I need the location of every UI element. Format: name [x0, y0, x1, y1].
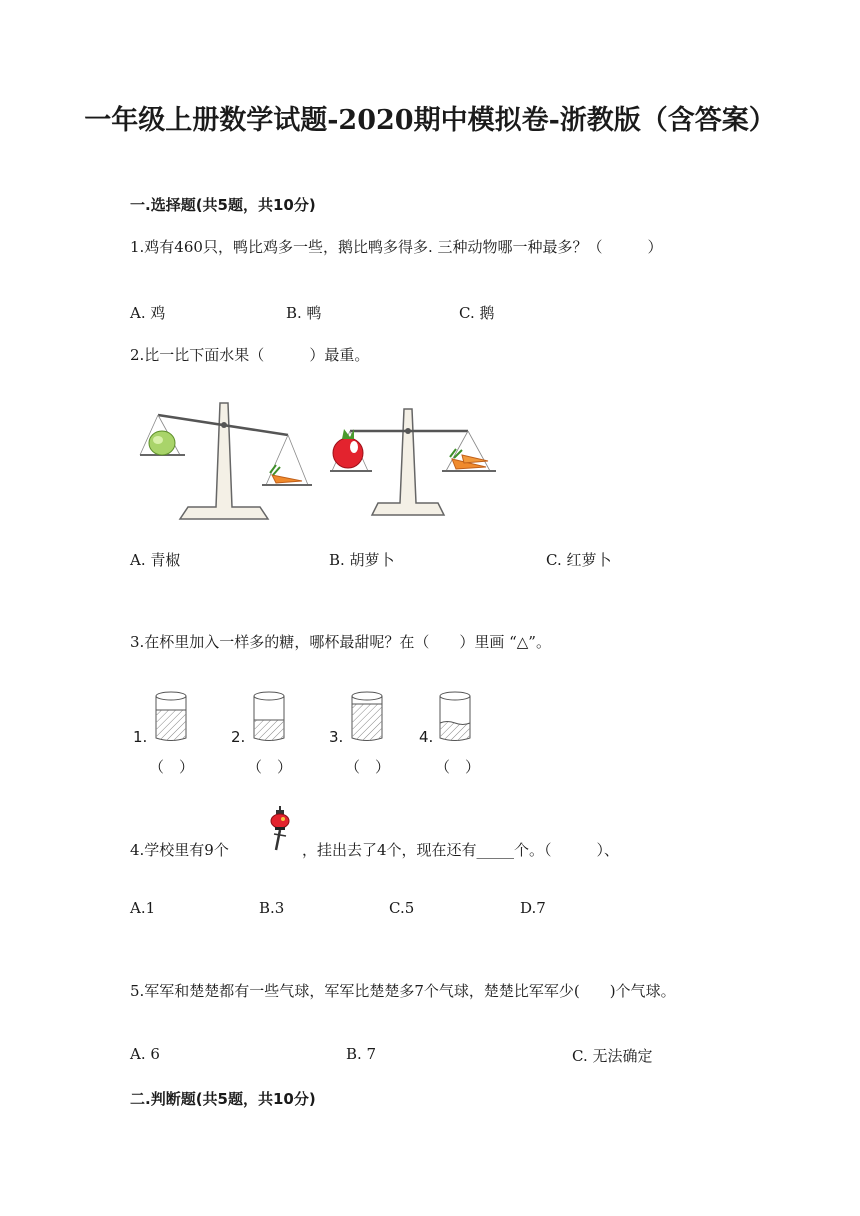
question-1-option-c[interactable]: C. 鹅 [459, 304, 495, 322]
question-2-text: 2.比一比下面水果（ ）最重。 [130, 346, 370, 364]
cup-4 [419, 690, 479, 780]
question-4-text-after: ，挂出去了4个，现在还有_____个。（ ）、 [302, 841, 620, 859]
cup-1 [133, 690, 193, 780]
question-5-option-b[interactable]: B. 7 [346, 1045, 377, 1063]
question-3-text: 3.在杯里加入一样多的糖，哪杯最甜呢？在（ ）里画 “△”。 [130, 633, 551, 651]
question-1-option-a[interactable]: A. 鸡 [130, 304, 166, 322]
question-2-option-b[interactable]: B. 胡萝卜 [329, 551, 395, 569]
question-4-text-before: 4.学校里有9个 [130, 841, 229, 859]
question-4-option-c[interactable]: C.5 [389, 899, 415, 917]
cup-2-blank[interactable]: （ ） [247, 758, 293, 776]
balance-scales-image [130, 395, 510, 525]
balance-scale-2 [330, 409, 496, 515]
question-1-option-b[interactable]: B. 鸭 [286, 304, 322, 322]
cup-1-label: 1. [133, 728, 148, 746]
question-5-text: 5.军军和楚楚都有一些气球，军军比楚楚多7个气球，楚楚比军军少( )个气球。 [130, 982, 676, 1000]
question-4-option-b[interactable]: B.3 [259, 899, 285, 917]
section-heading-choice: 一.选择题(共5题，共10分) [130, 196, 316, 214]
question-5-option-c[interactable]: C. 无法确定 [572, 1047, 653, 1065]
cup-2-glass-icon [251, 690, 287, 744]
balance-scale-1 [140, 403, 312, 519]
question-4-option-d[interactable]: D.7 [520, 899, 546, 917]
cup-1-blank[interactable]: （ ） [149, 758, 195, 776]
cups-figure [133, 690, 493, 780]
cup-2-label: 2. [231, 728, 246, 746]
cup-2 [231, 690, 291, 780]
cup-4-blank[interactable]: （ ） [435, 758, 481, 776]
question-2-option-c[interactable]: C. 红萝卜 [546, 551, 612, 569]
cup-3-glass-icon [349, 690, 385, 744]
cup-4-glass-icon [437, 690, 473, 744]
cup-1-glass-icon [153, 690, 189, 744]
cup-3 [329, 690, 389, 780]
question-1-text: 1.鸡有460只，鸭比鸡多一些，鹅比鸭多得多. 三种动物哪一种最多？（ ） [130, 238, 663, 256]
cup-4-label: 4. [419, 728, 434, 746]
question-2-option-a[interactable]: A. 青椒 [130, 551, 181, 569]
question-4-option-a[interactable]: A.1 [130, 899, 156, 917]
section-heading-judgement: 二.判断题(共5题，共10分) [130, 1090, 316, 1108]
cup-3-blank[interactable]: （ ） [345, 758, 391, 776]
question-5-option-a[interactable]: A. 6 [130, 1045, 160, 1063]
lantern-icon [266, 804, 296, 854]
cup-3-label: 3. [329, 728, 344, 746]
page-title: 一年级上册数学试题-2020期中模拟卷-浙教版（含答案） [84, 105, 776, 136]
